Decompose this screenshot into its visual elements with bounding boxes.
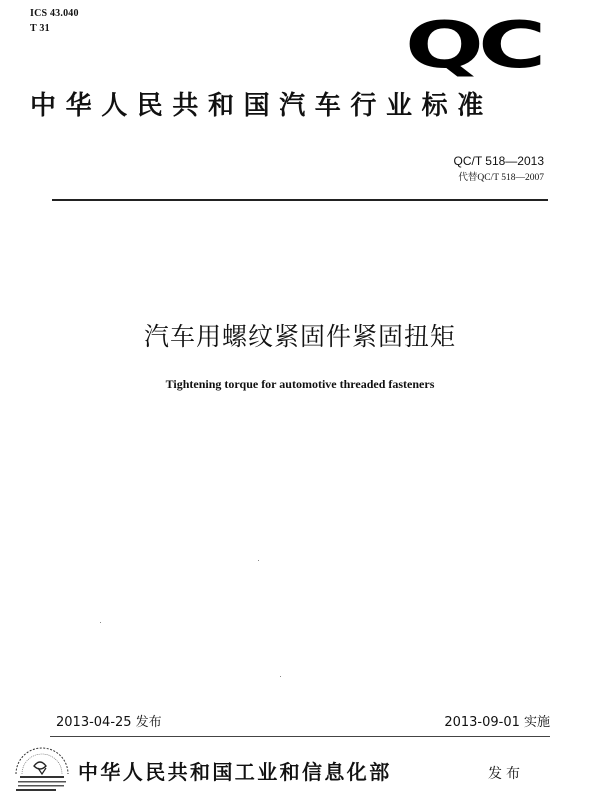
publisher-seal-icon: [10, 744, 74, 794]
header-divider: [52, 199, 548, 201]
qc-logo: QC: [405, 9, 541, 83]
category-code: T 31: [30, 23, 50, 34]
implementation-date: 2013-09-01 实施: [444, 715, 550, 730]
scan-speck: [258, 560, 259, 561]
standard-number: QC/T 518—2013: [453, 154, 544, 168]
replaces-standard: 代替QC/T 518—2007: [458, 173, 544, 183]
scan-speck: [100, 622, 101, 623]
scan-speck: [280, 676, 281, 677]
ics-code-block: [30, 6, 79, 36]
issuing-ministry: 中华人民共和国工业和信息化部: [78, 760, 392, 784]
document-title-english: Tightening torque for automotive threaded fasteners: [165, 377, 435, 391]
document-title-chinese: 汽车用螺纹紧固件紧固扭矩: [143, 322, 456, 351]
ics-code: ICS 43.040: [30, 8, 79, 19]
issue-label: 发布: [488, 766, 524, 782]
industry-standard-heading: 中华人民共和国汽车行业标准: [30, 91, 493, 121]
footer-divider: [50, 736, 550, 737]
release-date: 2013-04-25 发布: [56, 715, 162, 730]
